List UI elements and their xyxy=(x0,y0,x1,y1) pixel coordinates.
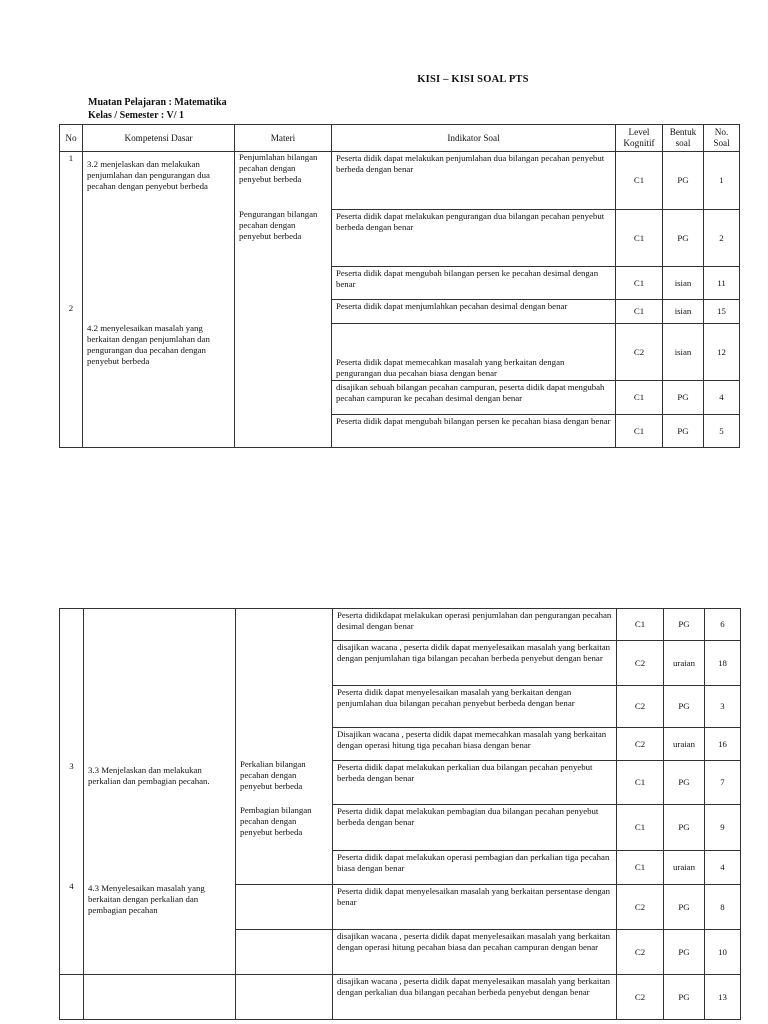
document-title: KISI – KISI SOAL PTS xyxy=(417,74,529,85)
indikator-cell: disajikan sebuah bilangan pecahan campuran, peserta didik dapat mengubah pecahan campuran ke pecahan desimal dengan benar xyxy=(332,381,616,415)
no-2: 2 xyxy=(68,303,74,313)
level-cell: C1 xyxy=(616,381,663,415)
indikator-cell: disajikan wacana , peserta didik dapat menyelesaikan masalah yang berkaitan dengan penjumlahan tiga bilangan pecahan berbeda penyebut dengan benar xyxy=(333,641,617,686)
header-no-soal: No. Soal xyxy=(704,125,740,152)
level-cell: C2 xyxy=(617,885,664,930)
materi-empty-cell xyxy=(236,930,333,975)
header-no: No xyxy=(60,125,83,152)
bentuk-cell: PG xyxy=(663,381,704,415)
kd-3-2: 3.2 menjelaskan dan melakukan penjumlahan dan pengurangan dua pecahan dengan penyebut berbeda xyxy=(87,159,210,191)
document-meta xyxy=(88,96,227,122)
level-cell: C1 xyxy=(617,761,664,805)
no-soal-cell: 4 xyxy=(705,851,741,885)
materi-empty-cell xyxy=(236,975,333,1020)
bentuk-cell: PG xyxy=(663,210,704,267)
bentuk-cell: PG xyxy=(663,415,704,448)
indikator-cell: Peserta didik dapat menyelesaikan masalah yang berkaitan persentase dengan benar xyxy=(333,885,617,930)
no-cell xyxy=(60,152,83,448)
kd-4-3: 4.3 Menyelesaikan masalah yang berkaitan dengan perkalian dan pembagian pecahan xyxy=(88,883,205,915)
kd-4-2: 4.2 menyelesaikan masalah yang berkaitan dengan penjumlahan dan pengurangan dua pecahan dengan penyebut berbeda xyxy=(87,323,210,366)
header-bentuk-soal: Bentuk soal xyxy=(663,125,704,152)
indikator-cell: disajikan wacana , peserta didik dapat menyelesaikan masalah yang berkaitan dengan operasi hitung pecahan biasa dan pecahan campuran dengan benar xyxy=(333,930,617,975)
bentuk-cell: PG xyxy=(664,686,705,728)
no-soal-cell: 7 xyxy=(705,761,741,805)
no-empty-cell xyxy=(60,975,84,1020)
indikator-cell: Peserta didikdapat melakukan operasi penjumlahan dan pengurangan pecahan desimal dengan benar xyxy=(333,609,617,641)
indikator-cell: Peserta didik dapat menyelesaikan masalah yang berkaitan dengan penjumlahan dua bilangan pecahan penyebut berbeda dengan benar xyxy=(333,686,617,728)
class-line: Kelas / Semester : V/ 1 xyxy=(88,110,185,121)
level-cell: C1 xyxy=(616,415,663,448)
kd-empty-cell xyxy=(84,975,236,1020)
no-cell xyxy=(60,609,84,975)
bentuk-cell: uraian xyxy=(664,851,705,885)
no-soal-cell: 1 xyxy=(704,152,740,210)
bentuk-cell: isian xyxy=(663,324,704,381)
table-header-row xyxy=(60,125,740,152)
level-cell: C2 xyxy=(617,686,664,728)
level-cell: C2 xyxy=(617,641,664,686)
level-cell: C1 xyxy=(616,152,663,210)
kisi-table-1 xyxy=(59,124,740,448)
no-soal-cell: 2 xyxy=(704,210,740,267)
bentuk-cell: PG xyxy=(664,805,705,851)
level-cell: C2 xyxy=(616,324,663,381)
bentuk-cell: PG xyxy=(664,930,705,975)
bentuk-cell: PG xyxy=(663,152,704,210)
bentuk-cell: isian xyxy=(663,267,704,300)
materi-pembagian: Pembagian bilangan pecahan dengan penyebut berbeda xyxy=(240,805,312,837)
level-cell: C1 xyxy=(616,300,663,324)
bentuk-cell: PG xyxy=(664,975,705,1020)
materi-pengurangan: Pengurangan bilangan pecahan dengan penyebut berbeda xyxy=(239,209,318,241)
header-materi: Materi xyxy=(235,125,332,152)
kompetensi-dasar-cell xyxy=(84,609,236,975)
bentuk-cell: isian xyxy=(663,300,704,324)
indikator-cell: Disajikan wacana , peserta didik dapat memecahkan masalah yang berkaitan dengan operasi hitung tiga pecahan biasa dengan benar xyxy=(333,728,617,761)
indikator-cell: Peserta didik dapat melakukan pengurangan dua bilangan pecahan penyebut berbeda dengan benar xyxy=(332,210,616,267)
no-1: 1 xyxy=(68,153,74,163)
table-row xyxy=(60,152,740,210)
no-soal-cell: 3 xyxy=(705,686,741,728)
materi-perkalian: Perkalian bilangan pecahan dengan penyebut berbeda xyxy=(240,759,306,791)
level-cell: C1 xyxy=(617,609,664,641)
indikator-cell: Peserta didik dapat mengubah bilangan persen ke pecahan biasa dengan benar xyxy=(332,415,616,448)
no-4: 4 xyxy=(69,881,74,891)
bentuk-cell: PG xyxy=(664,885,705,930)
bentuk-cell: uraian xyxy=(664,728,705,761)
no-soal-cell: 4 xyxy=(704,381,740,415)
no-soal-cell: 18 xyxy=(705,641,741,686)
bentuk-cell: uraian xyxy=(664,641,705,686)
no-soal-cell: 13 xyxy=(705,975,741,1020)
indikator-cell: Peserta didik dapat memecahkan masalah yang berkaitan dengan pengurangan dua pecahan biasa dengan benar xyxy=(332,324,616,381)
indikator-cell: Peserta didik dapat menjumlahkan pecahan desimal dengan benar xyxy=(332,300,616,324)
level-cell: C1 xyxy=(617,851,664,885)
no-soal-cell: 12 xyxy=(704,324,740,381)
subject-line: Muatan Pelajaran : Matematika xyxy=(88,97,227,108)
no-soal-cell: 9 xyxy=(705,805,741,851)
no-soal-cell: 16 xyxy=(705,728,741,761)
bentuk-cell: PG xyxy=(664,761,705,805)
no-soal-cell: 15 xyxy=(704,300,740,324)
indikator-cell: Peserta didik dapat melakukan perkalian dua bilangan pecahan penyebut berbeda dengan benar xyxy=(333,761,617,805)
no-soal-cell: 11 xyxy=(704,267,740,300)
indikator-cell: Peserta didik dapat mengubah bilangan persen ke pecahan desimal dengan benar xyxy=(332,267,616,300)
materi-cell xyxy=(236,609,333,885)
no-soal-cell: 5 xyxy=(704,415,740,448)
materi-cell xyxy=(235,152,332,448)
header-kompetensi-dasar: Kompetensi Dasar xyxy=(83,125,235,152)
no-soal-cell: 10 xyxy=(705,930,741,975)
kd-3-3: 3.3 Menjelaskan dan melakukan perkalian dan pembagian pecahan. xyxy=(88,765,210,786)
level-cell: C2 xyxy=(617,930,664,975)
table-row xyxy=(60,975,741,1020)
table-row xyxy=(60,609,741,641)
no-soal-cell: 8 xyxy=(705,885,741,930)
bentuk-cell: PG xyxy=(664,609,705,641)
level-cell: C1 xyxy=(617,805,664,851)
indikator-cell: Peserta didik dapat melakukan operasi pembagian dan perkalian tiga pecahan biasa dengan benar xyxy=(333,851,617,885)
no-3: 3 xyxy=(69,761,74,771)
level-cell: C1 xyxy=(616,267,663,300)
level-cell: C2 xyxy=(617,728,664,761)
indikator-cell: Peserta didik dapat melakukan penjumlahan dua bilangan pecahan penyebut berbeda dengan benar xyxy=(332,152,616,210)
no-soal-cell: 6 xyxy=(705,609,741,641)
kompetensi-dasar-cell xyxy=(83,152,235,448)
level-cell: C1 xyxy=(616,210,663,267)
materi-penjumlahan: Penjumlahan bilangan pecahan dengan penyebut berbeda xyxy=(239,152,318,184)
kisi-table-2 xyxy=(59,608,741,1020)
header-indikator-soal: Indikator Soal xyxy=(332,125,616,152)
indikator-cell: disajikan wacana , peserta didik dapat menyelesaikan masalah yang berkaitan dengan perkalian dua bilangan pecahan berbeda penyebut dengan benar xyxy=(333,975,617,1020)
materi-empty-cell xyxy=(236,885,333,930)
indikator-cell: Peserta didik dapat melakukan pembagian dua bilangan pecahan penyebut berbeda dengan benar xyxy=(333,805,617,851)
header-level-kognitif: Level Kognitif xyxy=(616,125,663,152)
level-cell: C2 xyxy=(617,975,664,1020)
